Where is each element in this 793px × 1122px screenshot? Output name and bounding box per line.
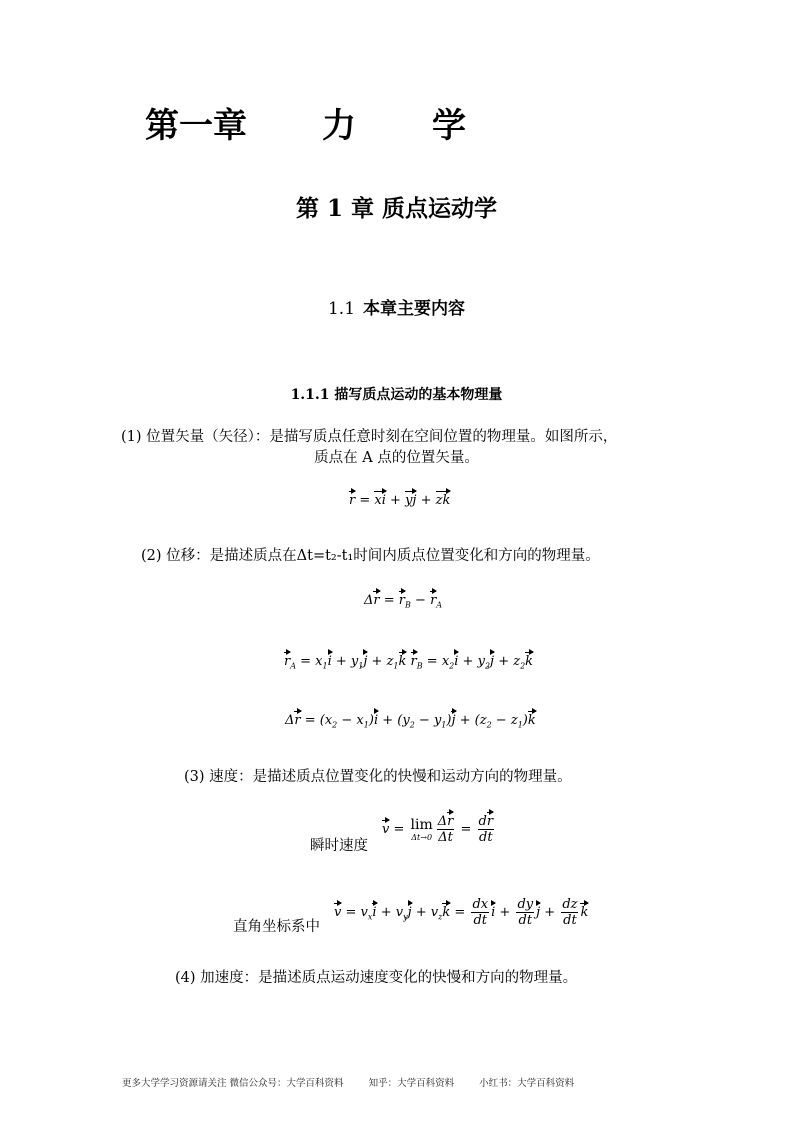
part-title-word-1: 第一章 bbox=[145, 106, 247, 146]
item-2: (2) 位移：是描述质点在Δt=t₂-t₁时间内质点位置变化和方向的物理量。 bbox=[141, 548, 600, 564]
item-1-line-2: 质点在 A 点的位置矢量。 bbox=[314, 450, 479, 466]
item-3: (3) 速度：是描述质点位置变化的快慢和运动方向的物理量。 bbox=[184, 769, 572, 785]
section-title bbox=[0, 294, 793, 319]
subsection-title: 1.1.1 描写质点运动的基本物理量 bbox=[290, 387, 503, 403]
section-heading: 本章主要内容 bbox=[363, 299, 466, 319]
footer bbox=[122, 1075, 596, 1089]
item-1-line-1: (1) 位置矢量（矢径）：是描写质点任意时刻在空间位置的物理量。如图所示， bbox=[121, 429, 618, 445]
footer-zhihu: 知乎：大学百科资料 bbox=[368, 1078, 455, 1089]
formula-position-vector: r = xi + yj + zk bbox=[349, 493, 451, 508]
chapter-title: 第 1 章 质点运动学 bbox=[295, 195, 498, 222]
footer-xiaohongshu: 小红书：大学百科资料 bbox=[479, 1078, 575, 1089]
part-title-word-2: 力 bbox=[322, 106, 356, 146]
formula-instant-velocity: v = lim Δt→0 $\frac{\Delta r}{\Delta t}$ = $\frac{dr}{dt}$ bbox=[382, 814, 494, 845]
item-4: (4) 加速度：是描述质点运动速度变化的快慢和方向的物理量。 bbox=[175, 970, 578, 986]
formula-endpoints: $r_A = x_1i + y_1j + z_1k$ $r_B = x_2i + y_2j + z_2k$ bbox=[284, 654, 534, 671]
formula-displacement: $\Delta r = r_B - r_A$ bbox=[364, 593, 443, 610]
section-number: 1.1 bbox=[327, 299, 356, 319]
label-instant-velocity: 瞬时速度 bbox=[310, 838, 368, 854]
footer-wechat: 更多大学学习资源请关注 微信公众号：大学百科资料 bbox=[122, 1078, 344, 1089]
formula-displacement-components: $\Delta r = (x_2 - x_1)i + (y_2 - y_1)j + (z_2 - z_1)k$ bbox=[285, 713, 536, 730]
part-title-word-3: 学 bbox=[432, 106, 466, 146]
formula-velocity-components: $v = v_xi + v_yj + v_zk$ = $\frac{dx}{dt}$ i + $\frac{dy}{dt}$ j + $\frac{dz}{dt}$ k bbox=[334, 897, 589, 928]
label-cartesian: 直角坐标系中 bbox=[233, 919, 320, 935]
